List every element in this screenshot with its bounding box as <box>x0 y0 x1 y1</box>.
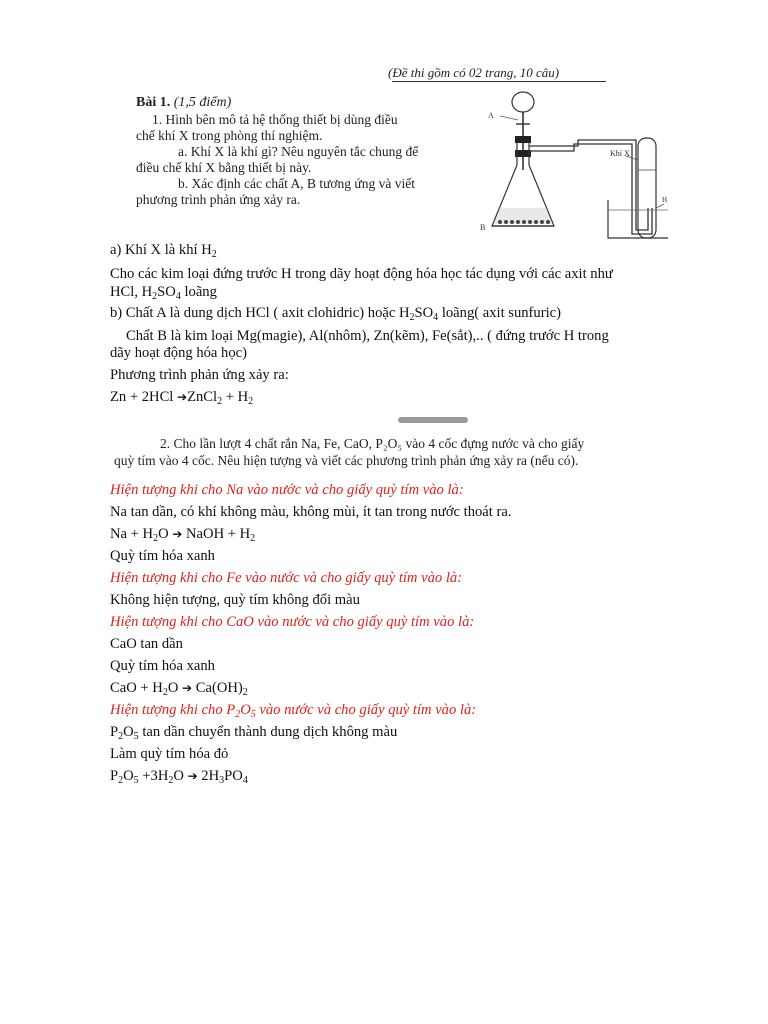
question-title <box>136 96 231 110</box>
cao-equation: CaO + $H_2O$ ➔ $Ca(OH)_2$ <box>110 680 248 698</box>
cao-litmus: Quỳ tím hóa xanh <box>110 658 215 674</box>
arrow-icon: ➔ <box>187 769 198 783</box>
na-observation: Na tan dần, có khí không màu, không mùi, ít tan trong nước thoát ra. <box>110 504 512 520</box>
title-points: (1,5 điểm) <box>173 95 232 110</box>
gas-apparatus-diagram <box>478 80 675 240</box>
na-heading: Hiện tượng khi cho Na vào nước và cho giấy quỳ tím vào là: <box>110 482 464 498</box>
qa-line1: a. Khí X là khí gì? Nêu nguyên tắc chung để <box>178 144 419 159</box>
label-h2o: H₂O <box>662 196 675 204</box>
q2-line1: 2. Cho lần lượt 4 chất rắn Na, Fe, CaO, P₂O₅ vào 4 cốc đựng nước và cho giấy <box>160 436 585 451</box>
p2o5-litmus: Làm quỳ tím hóa đỏ <box>110 746 229 762</box>
q1-line1: 1. Hình bên mô tả hệ thống thiết bị dùng điều <box>152 112 398 127</box>
qb-line2: phương trình phản ứng xảy ra. <box>136 192 301 207</box>
p2o5-observation: $P_2O_5$ tan dần chuyển thành dung dịch không màu <box>110 724 398 742</box>
arrow-icon: ➔ <box>172 527 183 541</box>
answer-b-line2: Chất B là kim loại Mg(magie), Al(nhôm), Zn(kẽm), Fe(sắt),.. ( đứng trước H trong <box>126 328 609 344</box>
cao-observation: CaO tan dần <box>110 636 183 652</box>
qb-line1: b. Xác định các chất A, B tương ứng và viết <box>178 176 415 191</box>
p2o5-equation: $P_2O_5 +3H_2O$ ➔ $2H_3PO_4$ <box>110 768 248 786</box>
q1-line2: chế khí X trong phòng thí nghiệm. <box>136 128 323 143</box>
qa-line2: điều chế khí X bằng thiết bị này. <box>136 160 312 175</box>
title-bold: Bài 1. <box>136 95 171 110</box>
fe-observation: Không hiện tượng, quỳ tím không đổi màu <box>110 592 360 608</box>
na-litmus: Quỳ tím hóa xanh <box>110 548 215 564</box>
reaction-equation-zn: Zn + 2HCl ➔ZnCl$_2$ + $H_2$ <box>110 389 254 407</box>
exam-header: (Đề thi gồm có 02 trang, 10 câu) <box>388 65 560 80</box>
label-a: A <box>488 111 494 120</box>
na-equation: $Na + H_2O$ ➔ NaOH + $H_2$ <box>110 526 256 544</box>
arrow-icon: ➔ <box>182 681 193 695</box>
scan-artifact <box>398 417 468 423</box>
answer-a: a) Khí X là khí $H_2$ <box>110 242 217 260</box>
q2-line2: quỳ tím vào 4 cốc. Nêu hiện tượng và viết các phương trình phản ứng xảy ra (nếu có). <box>114 453 579 468</box>
answer-b-line1: b) Chất A là dung dịch HCl ( axit clohidric) hoặc $H_2SO_4$ loãng( axit sunfuric) <box>110 305 561 323</box>
scanned-question-1 <box>108 60 675 240</box>
reaction-heading: Phương trình phản ứng xảy ra: <box>110 367 289 383</box>
answer-principle-line2: HCl, $H_2SO_4$ loãng <box>110 284 217 302</box>
label-khi-x: Khí X <box>610 149 630 158</box>
fe-heading: Hiện tượng khi cho Fe vào nước và cho giấy quỳ tím vào là: <box>110 570 463 586</box>
answer-b-line3: dãy hoạt động hóa học) <box>110 345 247 361</box>
p2o5-heading: Hiện tượng khi cho $P_2O_5$ vào nước và cho giấy quỳ tím vào là: <box>110 702 477 720</box>
cao-heading: Hiện tượng khi cho CaO vào nước và cho giấy quỳ tím vào là: <box>110 614 475 630</box>
arrow-icon: ➔ <box>177 390 188 404</box>
label-b: B <box>480 223 486 232</box>
scanned-question-2 <box>108 415 668 475</box>
answer-principle-line1: Cho các kim loại đứng trước H trong dãy hoạt động hóa học tác dụng với các axit như <box>110 266 613 282</box>
